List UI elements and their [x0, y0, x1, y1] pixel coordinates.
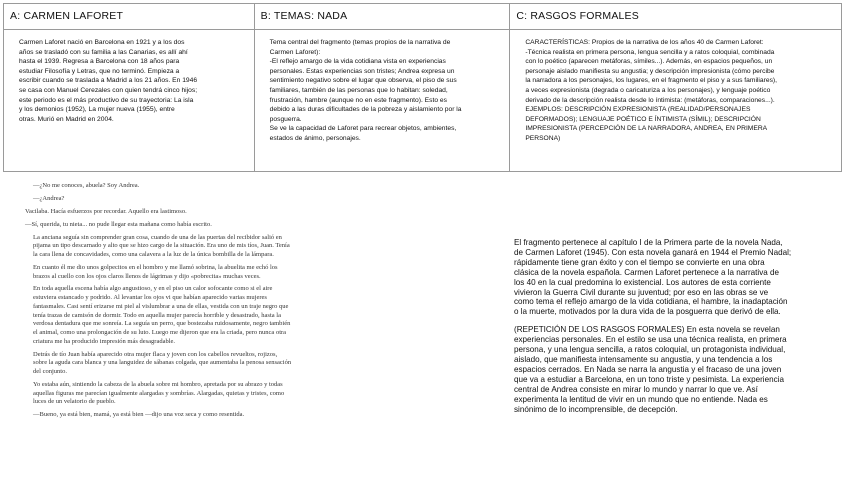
excerpt-paragraph — [25, 182, 507, 191]
commentary-line: experiencias personales. En el estilo se usa una técnica realista, en primera — [514, 335, 787, 345]
header-rasgos-formales: C: RASGOS FORMALES — [510, 4, 842, 30]
themes-line: debido a las duras dificultades de la pobreza y aislamiento por la — [269, 106, 462, 114]
excerpt-line: Detrás de tío Juan había aparecido otra mujer flaca y joven con los cabellos revueltos, rojizos, — [33, 350, 278, 358]
biography-line: y los demonios (1952), La mujer nueva (1955), entre — [19, 106, 175, 114]
formal-features-line: -Técnica realista en primera persona, lengua sencilla y a ratos coloquial, combinada — [525, 48, 775, 56]
commentary-line: aislado, que manifiesta intensamente su angustia, y una tendencia a los — [514, 354, 773, 364]
commentary-line: que va a estudiar a Barcelona, en un tono triste y pesimista. La experiencia — [514, 374, 784, 384]
excerpt-line: —Sí, querida, tu nieta... no pude llegar esta mañana como había escrito. — [25, 220, 212, 228]
novel-excerpt — [25, 182, 507, 424]
excerpt-line: En cuanto él me dio unos golpecitos en el hombro y me llamó sobrina, la abuelita me echó los — [33, 263, 278, 271]
header-carmen-laforet: A: CARMEN LAFORET — [4, 4, 255, 30]
excerpt-paragraph — [25, 285, 507, 346]
commentary-paragraph — [514, 325, 838, 414]
formal-features-line: con lo poético (aparecen metáforas, símiles...). Además, en espacios pequeños, un — [525, 58, 773, 66]
cell-biography — [4, 30, 255, 172]
excerpt-line: aquellas figuras me parecían igualmente alargadas y sombrías. Alargadas, quietas y tristes, como — [33, 389, 285, 397]
cell-themes — [254, 30, 510, 172]
commentary-line: clásica de la novela española. Carmen Laforet pertenece a la narrativa de — [514, 267, 780, 277]
header-temas-nada: B: TEMAS: NADA — [254, 4, 510, 30]
biography-line: Carmen Laforet nació en Barcelona en 1921 y a los dos — [19, 39, 185, 46]
commentary-notes — [514, 238, 838, 422]
excerpt-line: La anciana seguía sin comprender gran cosa, cuando de una de las puertas del recibidor salió en — [33, 233, 282, 241]
biography-line: escribir cuando se traslada a Madrid a los 21 años. En 1946 — [19, 77, 198, 85]
themes-line: Carmen Laforet): — [269, 48, 321, 56]
excerpt-line: estuviera estancado y podrido. Al levantar los ojos vi que habían aparecido varias mujeres — [33, 294, 267, 302]
commentary-line: central de Andrea consiste en mirar lo mundo y narrar lo que ve. Así — [514, 384, 758, 394]
excerpt-line: criatura me ha producido impresión más desagradable. — [33, 337, 176, 345]
commentary-paragraph — [514, 238, 838, 317]
excerpt-line: Vacilaba. Hacía esfuerzos por recordar. Aquello era lastimoso. — [25, 207, 187, 215]
commentary-line: o la muerte, motivados por la dura vida de la posguerra que derivó de ella. — [514, 307, 781, 317]
excerpt-line: la cara llena de concavidades, como una calavera a la luz de la única bombilla de la lámpara. — [33, 250, 274, 258]
themes-line: posguerra. — [269, 115, 302, 123]
themes-line: personales. Estas experiencias son tristes; Andrea expresa un — [269, 67, 455, 75]
commentary-line: El fragmento pertenece al capítulo I de la Primera parte de la novela Nada, — [514, 238, 783, 247]
excerpt-line: sobre la aguda cara blanca y una languidez de sábanas colgada, que aumentaba la penosa sensación — [33, 359, 292, 367]
excerpt-paragraph — [25, 234, 507, 260]
commentary-line: vivieron la Guerra Civil durante su juventud; por eso en las obras se ve — [514, 287, 769, 297]
formal-features-line: CARACTERÍSTICAS: Propios de la narrativa de los años 40 de Carmen Laforet: — [525, 39, 764, 46]
excerpt-line: —¿No me conoces, abuela? Soy Andrea. — [33, 182, 140, 189]
cell-formal-features — [510, 30, 842, 172]
excerpt-line: verdosa dentadura que me sonreía. La seguía un perro, que bostezaba ruidosamente, negro también — [33, 320, 291, 328]
excerpt-line: fantasmales. Casi sentí erizarse mi piel al vislumbrar a una de ellas, vestida con un traje negro que — [33, 302, 289, 310]
excerpt-line: brazos al cuello con los ojos claros llenos de lágrimas y dijo «pobrecita» muchas veces. — [33, 272, 261, 280]
excerpt-paragraph — [25, 208, 507, 217]
commentary-line: (REPETICIÓN DE LOS RASGOS FORMALES) En esta novela se revelan — [514, 325, 780, 335]
commentary-line: rápidamente tiene gran éxito y con el tiempo se convierte en una obra — [514, 257, 765, 267]
commentary-line: de Carmen Laforet (1945). Con esta novela ganará en 1944 el Premio Nadal; — [514, 247, 792, 257]
excerpt-line: —Bueno, ya está bien, mamá, ya está bien —dijo una voz seca y como resentida. — [33, 411, 245, 419]
themes-line: estados de ánimo, personajes. — [269, 134, 361, 142]
formal-features-line: EJEMPLOS: DESCRIPCIÓN EXPRESIONISTA (REALIDAD/PERSONAJES — [525, 106, 751, 114]
themes-line: sentimiento negativo sobre el lugar que observa, el piso de sus — [269, 77, 457, 85]
themes-line: Se ve la capacidad de Laforet para recrear objetos, ambientes, — [269, 125, 457, 133]
biography-line: hasta el 1939. Regresa a Barcelona con 18 años para — [19, 58, 180, 66]
formal-features-line: derivado de la descripción realista desde lo íntimista: (metáforas, comparaciones...). — [525, 96, 775, 104]
themes-line: frustración, hambre (aunque no en este fragmento). Esto es — [269, 96, 447, 104]
excerpt-line: luces de un velatorio de pueblo. — [33, 398, 116, 406]
excerpt-line: pijama un tipo descarnado y alto que se hizo cargo de la situación. Era uno de mis tíos, Juan. Tenía — [33, 242, 290, 250]
formal-features-line: PERSONA) — [525, 134, 561, 142]
commentary-line: experimenta la lentitud de vivir en un mundo que no entiende. Nada es — [514, 394, 768, 404]
excerpt-line: el animal, como una prolongación de su luto. Luego me dijeron que era la criada, pero nunca otra — [33, 328, 287, 336]
formal-features-line: personaje aislado manifiesta su angustia; y descripción impresionista (cómo percibe — [525, 67, 775, 75]
biography-line: se casa con Manuel Cerezales con quien tendrá cinco hijos; — [19, 86, 198, 94]
formal-features-line: a veces expresionista (degrada o caricaturiza a los personajes), y lenguaje poético — [525, 86, 771, 94]
excerpt-paragraph — [25, 221, 507, 230]
table-body-row — [4, 30, 842, 172]
excerpt-paragraph — [25, 381, 507, 407]
table-header-row — [4, 4, 842, 30]
excerpt-line: Yo estaba aún, sintiendo la cabeza de la abuela sobre mi hombro, apretada por su abrazo y todas — [33, 380, 283, 388]
biography-line: estudiar Filosofía y Letras, que no terminó. Empieza a — [19, 67, 180, 75]
excerpt-line: tenía trazas de camisón de dormir. Todo en aquella mujer parecía horrible y desastrado, hasta la — [33, 311, 281, 319]
commentary-line: como tema el reflejo amargo de la vida cotidiana, el hambre, la inadaptación — [514, 297, 788, 307]
commentary-line: sinónimo de lo incomprensible, de decepción. — [514, 404, 678, 414]
excerpt-line: del conjunto. — [33, 367, 67, 375]
themes-line: familiares, también de las personas que lo habitan: soledad, — [269, 86, 448, 94]
biography-line: años se trasladó con su familia a las Canarias, es allí ahí — [19, 48, 188, 56]
excerpt-paragraph — [25, 411, 507, 420]
formal-features-line: la narradora a los personajes, los lugares, en el fragmento el piso y a sus familiares), — [525, 77, 777, 85]
themes-line: -El reflejo amargo de la vida cotidiana vista en experiencias — [269, 58, 446, 66]
excerpt-paragraph — [25, 195, 507, 204]
commentary-line: espacios cerrados. En Nada se narra la angustia y el fracaso de una joven — [514, 364, 782, 374]
commentary-line: persona, y una lengua sencilla, a ratos coloquial, un protagonista individual, — [514, 345, 786, 355]
excerpt-paragraph — [25, 264, 507, 281]
excerpt-paragraph — [25, 351, 507, 377]
formal-features-line: DEFORMADOS); LENGUAJE POÉTICO E ÍNTIMISTA (SÍMIL); DESCRIPCIÓN — [525, 115, 761, 123]
excerpt-line: En toda aquella escena había algo angustioso, y en el piso un calor sofocante como si el aire — [33, 285, 273, 293]
commentary-line: los 40 en la cual predomina lo existencial. Los autores de esta corriente — [514, 277, 771, 287]
biography-line: otras. Murió en Madrid en 2004. — [19, 115, 114, 123]
formal-features-line: IMPRESIONISTA (PERCEPCIÓN DE LA NARRADORA, ANDREA, EN PRIMERA — [525, 125, 768, 133]
themes-line: Tema central del fragmento (temas propios de la narrativa de — [269, 39, 451, 46]
biography-line: este periodo es el más productivo de su trayectoria: La isla — [19, 96, 194, 104]
excerpt-line: —¿Andrea? — [33, 194, 65, 202]
summary-table — [3, 3, 842, 172]
